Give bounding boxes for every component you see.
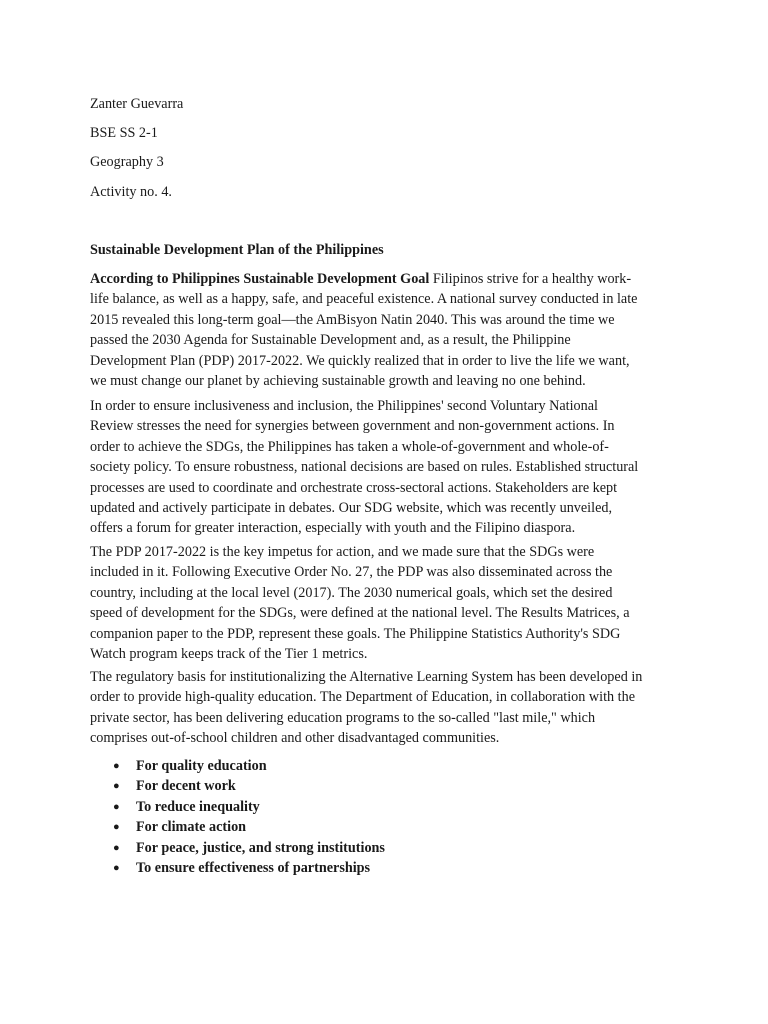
paragraph-line-text: Filipinos strive for a healthy work- (429, 271, 632, 287)
paragraph-line: country, including at the local level (2017). The 2030 numerical goals, which set the desired (90, 584, 613, 601)
list-item (90, 756, 385, 776)
list-item-text: To ensure effectiveness of partnerships (136, 859, 371, 876)
subject-name: Geography 3 (90, 154, 164, 170)
list-item-text: To reduce inequality (136, 798, 260, 815)
list-item (90, 838, 385, 858)
paragraph-line: updated and actively participate in debates. Our SDG website, which was recently unveiled, (90, 500, 613, 517)
bullet-icon: ● (113, 760, 120, 772)
bullet-icon: ● (113, 821, 120, 834)
bullet-icon: ● (113, 780, 120, 793)
paragraph-lead: According to Philippines Sustainable Development Goal (90, 271, 430, 287)
paragraph-line: speed of development for the SDGs, were defined at the national level. The Results Matrices, a (90, 605, 630, 622)
paragraph-line: Watch program keeps track of the Tier 1 metrics. (90, 646, 368, 663)
paragraph-line: comprises out-of-school children and other disadvantaged communities. (90, 730, 500, 747)
list-item-text: For decent work (136, 778, 236, 795)
paragraph-line: society policy. To ensure robustness, national decisions are based on rules. Established structural (90, 459, 639, 476)
paragraph-1 (90, 269, 680, 391)
paragraph-line: order to achieve the SDGs, the Philippines has taken a whole-of-government and whole-of- (90, 438, 609, 455)
class-section: BSE SS 2-1 (90, 125, 158, 141)
author-name: Zanter Guevarra (90, 96, 184, 112)
paragraph-line: we must change our planet by achieving sustainable growth and leaving no one behind. (90, 373, 586, 390)
paragraph-line: 2015 revealed this long-term goal—the AmBisyon Natin 2040. This was around the time we (90, 311, 615, 328)
paragraph-line: Development Plan (PDP) 2017-2022. We quickly realized that in order to live the life we want, (90, 352, 630, 369)
list-item (90, 776, 385, 796)
paragraph-line: The PDP 2017-2022 is the key impetus for action, and we made sure that the SDGs were (90, 544, 595, 560)
paragraph-line: offers a forum for greater interaction, especially with youth and the Filipino diaspora. (90, 520, 576, 537)
paragraph-line: processes are used to coordinate and orchestrate cross-sectoral actions. Stakeholders are kept (90, 479, 618, 496)
paragraph-line: passed the 2030 Agenda for Sustainable Development and, as a result, the Philippine (90, 332, 571, 349)
list-item (90, 797, 385, 817)
list-item-text: For peace, justice, and strong institutions (136, 839, 385, 856)
list-item-text: For climate action (136, 819, 247, 836)
paragraph-2 (90, 396, 680, 539)
paragraph-line: included in it. Following Executive Order No. 27, the PDP was also disseminated across the (90, 564, 613, 581)
paragraph-line: private sector, has been delivering education programs to the so-called "last mile," which (90, 709, 596, 726)
paragraph-line: Review stresses the need for synergies between government and non-government actions. In (90, 418, 615, 435)
bullet-icon: ● (113, 800, 120, 813)
activity-number: Activity no. 4. (90, 184, 172, 200)
list-item (90, 858, 385, 878)
paragraph-line: order to provide high-quality education. The Department of Education, in collaboration with the (90, 689, 636, 706)
paragraph-4 (90, 667, 680, 749)
paragraph-line: companion paper to the PDP, represent these goals. The Philippine Statistics Authority's SDG (90, 625, 621, 642)
list-item-text: For quality education (136, 758, 267, 774)
paragraph-3 (90, 542, 680, 664)
bullet-icon: ● (113, 861, 120, 874)
paragraph-line (90, 269, 680, 289)
paragraph-line: In order to ensure inclusiveness and inclusion, the Philippines' second Voluntary National (90, 398, 598, 414)
paragraph-line: The regulatory basis for institutionalizing the Alternative Learning System has been developed in (90, 669, 643, 685)
bullet-icon: ● (113, 841, 120, 854)
list-item (90, 817, 385, 837)
sdg-bullet-list (90, 756, 385, 878)
document-title: Sustainable Development Plan of the Philippines (90, 242, 384, 258)
paragraph-line: life balance, as well as a happy, safe, and peaceful existence. A national survey conducted in late (90, 291, 638, 308)
